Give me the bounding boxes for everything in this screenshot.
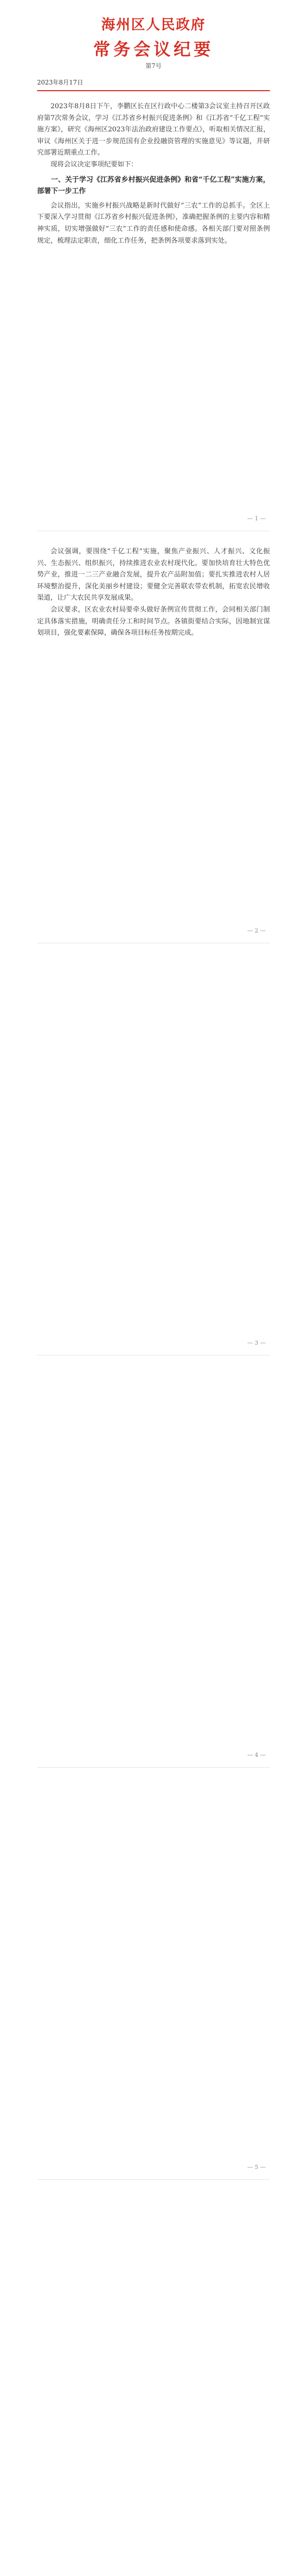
issue-number: 第7号 <box>145 62 162 70</box>
page-number: — 4 — <box>247 1752 266 1758</box>
intro-section <box>37 101 270 247</box>
page-divider <box>37 2179 270 2180</box>
page-number: — 5 — <box>247 2164 266 2171</box>
section-body <box>37 546 270 639</box>
meeting-date: 2023年8月17日 <box>37 79 83 86</box>
section-paragraph: 会议强调，要围绕“千亿工程”实施，聚焦产业振兴、人才振兴、文化振兴、生态振兴、组织振兴，持续推进农业农村现代化。要加快培育壮大特色优势产业，推进一二三产业融合发展，提升农产品附加值；要扎实推进农村人居环境整治提升，深化美丽乡村建设；要健全完善联农带农机制，拓宽农民增收渠道，让广大农民共享发展成果。 <box>37 548 270 602</box>
section-paragraph: 会议要求，区农业农村局要牵头做好条例宣传贯彻工作，会同相关部门制定具体落实措施，明确责任分工和时间节点。各镇街要结合实际，因地制宜谋划项目，强化要素保障，确保各项目标任务按期完成。 <box>37 605 270 637</box>
page-number: — 3 — <box>247 1340 266 1346</box>
intro-paragraph: 2023年8月8日下午，李鹏区长在区行政中心二楼第3会议室主持召开区政府第7次常务会议，学习《江苏省乡村振兴促进条例》和《江苏省“千亿工程”实施方案》，研究《海州区2023年法治政府建设工作要点》，听取相关情况汇报，审议《海州区关于进一步规范国有企业投融资管理的实施意见》等议题，并研究部署近期重点工作。 <box>37 103 270 157</box>
page-number: — 1 — <box>247 515 266 522</box>
header-divider <box>37 90 270 91</box>
section-heading: 一、关于学习《江苏省乡村振兴促进条例》和省“千亿工程”实施方案，部署下一步工作 <box>37 175 270 196</box>
gov-name-title: 海州区人民政府 <box>101 17 206 33</box>
page-number: — 2 — <box>247 927 266 934</box>
doc-type-title: 常务会议纪要 <box>93 39 214 59</box>
section-paragraph: 会议指出，实施乡村振兴战略是新时代做好“三农”工作的总抓手。全区上下要深入学习贯彻《江苏省乡村振兴促进条例》，准确把握条例的主要内容和精神实质，切实增强做好“三农”工作的责任感和使命感。各相关部门要对照条例规定，梳理法定职责，细化工作任务，把条例各项要求落到实处。 <box>37 201 270 245</box>
intro-summary: 现将会议决定事项纪要如下： <box>50 160 138 168</box>
page-divider <box>37 1767 270 1768</box>
